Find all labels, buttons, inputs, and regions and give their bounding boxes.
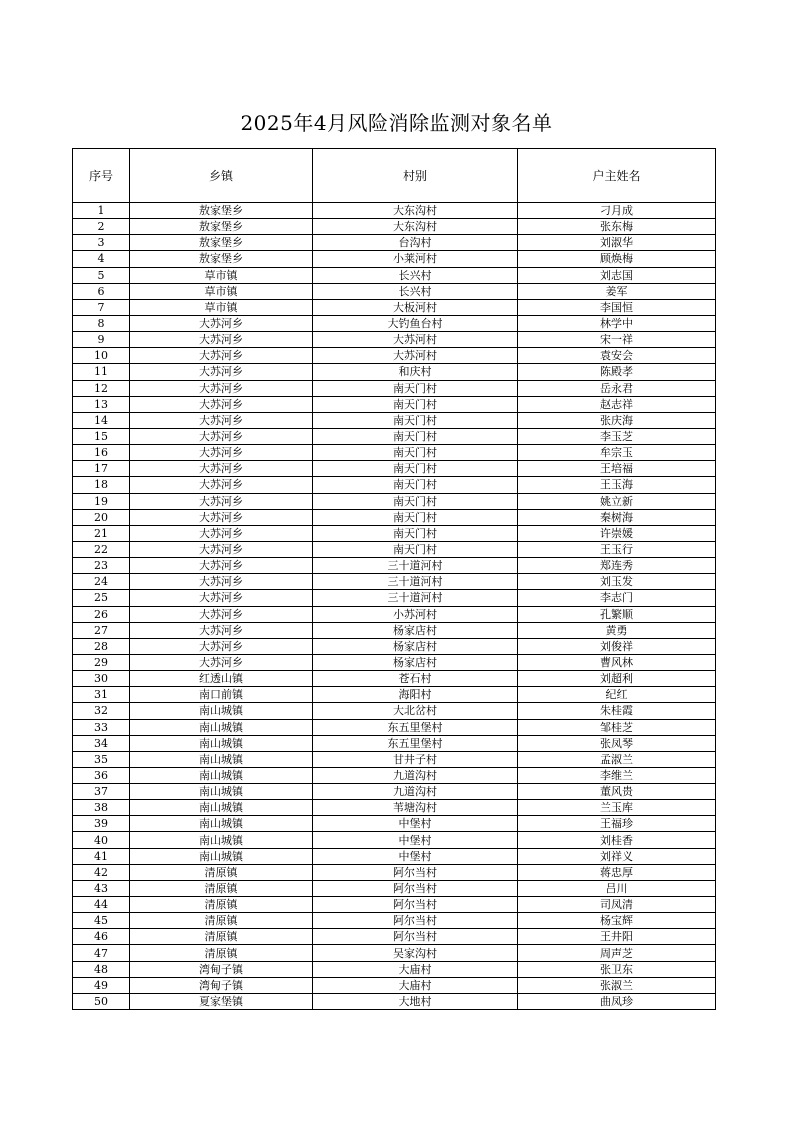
village-cell: 南天门村 <box>313 412 518 428</box>
householder-name-cell: 张凤琴 <box>518 735 716 751</box>
village-cell: 南天门村 <box>313 445 518 461</box>
householder-name-cell: 刘超利 <box>518 671 716 687</box>
table-row <box>73 993 716 1009</box>
township-cell: 大苏河乡 <box>130 445 313 461</box>
table-row <box>73 364 716 380</box>
serial-number-cell: 49 <box>73 977 130 993</box>
table-row <box>73 654 716 670</box>
householder-name-cell: 孔繁顺 <box>518 606 716 622</box>
serial-number-cell: 44 <box>73 897 130 913</box>
township-cell: 大苏河乡 <box>130 364 313 380</box>
table-row <box>73 493 716 509</box>
table-header <box>73 149 716 203</box>
village-cell: 大苏河村 <box>313 348 518 364</box>
householder-name-cell: 顾焕梅 <box>518 251 716 267</box>
serial-number-cell: 12 <box>73 380 130 396</box>
serial-number-cell: 18 <box>73 477 130 493</box>
householder-name-cell: 赵志祥 <box>518 396 716 412</box>
township-cell: 敖家堡乡 <box>130 219 313 235</box>
table-row <box>73 574 716 590</box>
table-row <box>73 880 716 896</box>
householder-name-cell: 袁安会 <box>518 348 716 364</box>
header-serial-number: 序号 <box>73 149 130 203</box>
header-township: 乡镇 <box>130 149 313 203</box>
householder-name-cell: 王玉海 <box>518 477 716 493</box>
serial-number-cell: 37 <box>73 784 130 800</box>
village-cell: 阿尔当村 <box>313 929 518 945</box>
householder-name-cell: 张庆海 <box>518 412 716 428</box>
table-row <box>73 461 716 477</box>
township-cell: 大苏河乡 <box>130 654 313 670</box>
township-cell: 湾甸子镇 <box>130 977 313 993</box>
table-row <box>73 800 716 816</box>
village-cell: 东五里堡村 <box>313 719 518 735</box>
table-row <box>73 671 716 687</box>
village-cell: 中堡村 <box>313 832 518 848</box>
village-cell: 阿尔当村 <box>313 880 518 896</box>
village-cell: 甘井子村 <box>313 751 518 767</box>
village-cell: 大东沟村 <box>313 203 518 219</box>
householder-name-cell: 张淑兰 <box>518 977 716 993</box>
table-row <box>73 251 716 267</box>
householder-name-cell: 杨宝辉 <box>518 913 716 929</box>
township-cell: 敖家堡乡 <box>130 251 313 267</box>
serial-number-cell: 4 <box>73 251 130 267</box>
householder-name-cell: 刘淑华 <box>518 235 716 251</box>
householder-name-cell: 朱桂霞 <box>518 703 716 719</box>
village-cell: 杨家店村 <box>313 654 518 670</box>
table-row <box>73 735 716 751</box>
table-row <box>73 961 716 977</box>
village-cell: 九道沟村 <box>313 767 518 783</box>
township-cell: 大苏河乡 <box>130 574 313 590</box>
table-row <box>73 396 716 412</box>
village-cell: 大东沟村 <box>313 219 518 235</box>
township-cell: 大苏河乡 <box>130 493 313 509</box>
serial-number-cell: 16 <box>73 445 130 461</box>
householder-name-cell: 刘桂香 <box>518 832 716 848</box>
householder-name-cell: 许崇媛 <box>518 525 716 541</box>
table-row <box>73 558 716 574</box>
householder-name-cell: 李国恒 <box>518 299 716 315</box>
serial-number-cell: 31 <box>73 687 130 703</box>
serial-number-cell: 47 <box>73 945 130 961</box>
table-row <box>73 897 716 913</box>
table-row <box>73 719 716 735</box>
householder-name-cell: 邹桂芝 <box>518 719 716 735</box>
householder-name-cell: 李维兰 <box>518 767 716 783</box>
table-row <box>73 315 716 331</box>
householder-name-cell: 王福珍 <box>518 816 716 832</box>
table-row <box>73 332 716 348</box>
householder-name-cell: 司凤清 <box>518 897 716 913</box>
table-row <box>73 380 716 396</box>
serial-number-cell: 38 <box>73 800 130 816</box>
serial-number-cell: 11 <box>73 364 130 380</box>
table-row <box>73 299 716 315</box>
serial-number-cell: 26 <box>73 606 130 622</box>
householder-name-cell: 姚立新 <box>518 493 716 509</box>
township-cell: 大苏河乡 <box>130 622 313 638</box>
householder-name-cell: 兰玉库 <box>518 800 716 816</box>
village-cell: 三十道河村 <box>313 558 518 574</box>
serial-number-cell: 48 <box>73 961 130 977</box>
serial-number-cell: 30 <box>73 671 130 687</box>
table-row <box>73 864 716 880</box>
householder-name-cell: 纪红 <box>518 687 716 703</box>
village-cell: 小莱河村 <box>313 251 518 267</box>
township-cell: 清原镇 <box>130 913 313 929</box>
township-cell: 南山城镇 <box>130 735 313 751</box>
township-cell: 大苏河乡 <box>130 541 313 557</box>
township-cell: 大苏河乡 <box>130 525 313 541</box>
serial-number-cell: 3 <box>73 235 130 251</box>
serial-number-cell: 35 <box>73 751 130 767</box>
serial-number-cell: 28 <box>73 638 130 654</box>
village-cell: 长兴村 <box>313 267 518 283</box>
householder-name-cell: 李玉芝 <box>518 428 716 444</box>
township-cell: 大苏河乡 <box>130 315 313 331</box>
village-cell: 南天门村 <box>313 509 518 525</box>
township-cell: 南山城镇 <box>130 800 313 816</box>
serial-number-cell: 29 <box>73 654 130 670</box>
village-cell: 杨家店村 <box>313 638 518 654</box>
table-row <box>73 913 716 929</box>
serial-number-cell: 21 <box>73 525 130 541</box>
householder-name-cell: 曲凤珍 <box>518 993 716 1009</box>
village-cell: 苍石村 <box>313 671 518 687</box>
householder-name-cell: 秦树海 <box>518 509 716 525</box>
table-row <box>73 541 716 557</box>
householder-name-cell: 黄勇 <box>518 622 716 638</box>
village-cell: 南天门村 <box>313 428 518 444</box>
table-row <box>73 816 716 832</box>
serial-number-cell: 22 <box>73 541 130 557</box>
serial-number-cell: 20 <box>73 509 130 525</box>
village-cell: 大苏河村 <box>313 332 518 348</box>
village-cell: 大地村 <box>313 993 518 1009</box>
village-cell: 大钓鱼台村 <box>313 315 518 331</box>
table-row <box>73 477 716 493</box>
householder-name-cell: 蒋忠厚 <box>518 864 716 880</box>
township-cell: 南口前镇 <box>130 687 313 703</box>
township-cell: 南山城镇 <box>130 751 313 767</box>
table-row <box>73 848 716 864</box>
table-row <box>73 832 716 848</box>
village-cell: 三十道河村 <box>313 590 518 606</box>
serial-number-cell: 15 <box>73 428 130 444</box>
householder-name-cell: 周声芝 <box>518 945 716 961</box>
serial-number-cell: 34 <box>73 735 130 751</box>
township-cell: 夏家堡镇 <box>130 993 313 1009</box>
householder-name-cell: 岳永君 <box>518 380 716 396</box>
householder-name-cell: 王玉行 <box>518 541 716 557</box>
table-row <box>73 622 716 638</box>
householder-name-cell: 王井阳 <box>518 929 716 945</box>
township-cell: 南山城镇 <box>130 703 313 719</box>
village-cell: 南天门村 <box>313 380 518 396</box>
table-row <box>73 945 716 961</box>
serial-number-cell: 23 <box>73 558 130 574</box>
township-cell: 清原镇 <box>130 929 313 945</box>
township-cell: 敖家堡乡 <box>130 235 313 251</box>
township-cell: 草市镇 <box>130 299 313 315</box>
village-cell: 长兴村 <box>313 283 518 299</box>
householder-name-cell: 刘志国 <box>518 267 716 283</box>
table-row <box>73 687 716 703</box>
page-title: 2025年4月风险消除监测对象名单 <box>240 111 553 135</box>
township-cell: 大苏河乡 <box>130 590 313 606</box>
table-row <box>73 784 716 800</box>
township-cell: 大苏河乡 <box>130 477 313 493</box>
township-cell: 大苏河乡 <box>130 638 313 654</box>
serial-number-cell: 8 <box>73 315 130 331</box>
serial-number-cell: 6 <box>73 283 130 299</box>
village-cell: 南天门村 <box>313 461 518 477</box>
township-cell: 大苏河乡 <box>130 461 313 477</box>
householder-name-cell: 姜军 <box>518 283 716 299</box>
serial-number-cell: 46 <box>73 929 130 945</box>
village-cell: 大板河村 <box>313 299 518 315</box>
village-cell: 南天门村 <box>313 525 518 541</box>
header-village: 村别 <box>313 149 518 203</box>
table-row <box>73 203 716 219</box>
serial-number-cell: 50 <box>73 993 130 1009</box>
village-cell: 阿尔当村 <box>313 913 518 929</box>
serial-number-cell: 13 <box>73 396 130 412</box>
township-cell: 敖家堡乡 <box>130 203 313 219</box>
serial-number-cell: 10 <box>73 348 130 364</box>
serial-number-cell: 25 <box>73 590 130 606</box>
table-row <box>73 767 716 783</box>
table-row <box>73 703 716 719</box>
village-cell: 台沟村 <box>313 235 518 251</box>
householder-name-cell: 陈殿孝 <box>518 364 716 380</box>
township-cell: 南山城镇 <box>130 816 313 832</box>
village-cell: 阿尔当村 <box>313 864 518 880</box>
village-cell: 苇塘沟村 <box>313 800 518 816</box>
table-row <box>73 509 716 525</box>
serial-number-cell: 39 <box>73 816 130 832</box>
serial-number-cell: 36 <box>73 767 130 783</box>
township-cell: 大苏河乡 <box>130 428 313 444</box>
table-row <box>73 412 716 428</box>
householder-name-cell: 刘俊祥 <box>518 638 716 654</box>
serial-number-cell: 40 <box>73 832 130 848</box>
township-cell: 南山城镇 <box>130 848 313 864</box>
township-cell: 大苏河乡 <box>130 396 313 412</box>
township-cell: 南山城镇 <box>130 719 313 735</box>
township-cell: 红透山镇 <box>130 671 313 687</box>
village-cell: 南天门村 <box>313 396 518 412</box>
village-cell: 九道沟村 <box>313 784 518 800</box>
table-row <box>73 283 716 299</box>
serial-number-cell: 41 <box>73 848 130 864</box>
householder-name-cell: 孟淑兰 <box>518 751 716 767</box>
village-cell: 中堡村 <box>313 816 518 832</box>
township-cell: 湾甸子镇 <box>130 961 313 977</box>
householder-name-cell: 刁月成 <box>518 203 716 219</box>
table-row <box>73 929 716 945</box>
header-row <box>73 149 716 203</box>
table-row <box>73 267 716 283</box>
header-householder-name: 户主姓名 <box>518 149 716 203</box>
householder-name-cell: 王培福 <box>518 461 716 477</box>
village-cell: 小苏河村 <box>313 606 518 622</box>
township-cell: 清原镇 <box>130 880 313 896</box>
householder-name-cell: 吕川 <box>518 880 716 896</box>
serial-number-cell: 19 <box>73 493 130 509</box>
village-cell: 南天门村 <box>313 493 518 509</box>
table-row <box>73 348 716 364</box>
serial-number-cell: 32 <box>73 703 130 719</box>
township-cell: 大苏河乡 <box>130 412 313 428</box>
village-cell: 中堡村 <box>313 848 518 864</box>
township-cell: 南山城镇 <box>130 832 313 848</box>
householder-name-cell: 林学中 <box>518 315 716 331</box>
serial-number-cell: 7 <box>73 299 130 315</box>
township-cell: 大苏河乡 <box>130 558 313 574</box>
township-cell: 大苏河乡 <box>130 606 313 622</box>
roster-table <box>72 148 716 1010</box>
village-cell: 东五里堡村 <box>313 735 518 751</box>
township-cell: 大苏河乡 <box>130 332 313 348</box>
table-row <box>73 751 716 767</box>
village-cell: 和庆村 <box>313 364 518 380</box>
township-cell: 大苏河乡 <box>130 380 313 396</box>
table-row <box>73 977 716 993</box>
table-row <box>73 638 716 654</box>
table-row <box>73 219 716 235</box>
householder-name-cell: 张卫东 <box>518 961 716 977</box>
village-cell: 大北岔村 <box>313 703 518 719</box>
householder-name-cell: 刘玉发 <box>518 574 716 590</box>
householder-name-cell: 董风贵 <box>518 784 716 800</box>
table-row <box>73 590 716 606</box>
village-cell: 杨家店村 <box>313 622 518 638</box>
table-row <box>73 445 716 461</box>
householder-name-cell: 宋一祥 <box>518 332 716 348</box>
village-cell: 大庙村 <box>313 961 518 977</box>
householder-name-cell: 张东梅 <box>518 219 716 235</box>
serial-number-cell: 43 <box>73 880 130 896</box>
table-row <box>73 606 716 622</box>
householder-name-cell: 李志门 <box>518 590 716 606</box>
table-row <box>73 525 716 541</box>
serial-number-cell: 24 <box>73 574 130 590</box>
serial-number-cell: 5 <box>73 267 130 283</box>
serial-number-cell: 45 <box>73 913 130 929</box>
village-cell: 南天门村 <box>313 477 518 493</box>
village-cell: 吴家沟村 <box>313 945 518 961</box>
householder-name-cell: 曹风林 <box>518 654 716 670</box>
serial-number-cell: 2 <box>73 219 130 235</box>
township-cell: 大苏河乡 <box>130 509 313 525</box>
householder-name-cell: 牟宗玉 <box>518 445 716 461</box>
serial-number-cell: 33 <box>73 719 130 735</box>
table-row <box>73 428 716 444</box>
township-cell: 清原镇 <box>130 864 313 880</box>
village-cell: 海阳村 <box>313 687 518 703</box>
serial-number-cell: 1 <box>73 203 130 219</box>
householder-name-cell: 刘祥义 <box>518 848 716 864</box>
township-cell: 南山城镇 <box>130 784 313 800</box>
village-cell: 三十道河村 <box>313 574 518 590</box>
serial-number-cell: 17 <box>73 461 130 477</box>
village-cell: 大庙村 <box>313 977 518 993</box>
serial-number-cell: 27 <box>73 622 130 638</box>
village-cell: 南天门村 <box>313 541 518 557</box>
township-cell: 清原镇 <box>130 897 313 913</box>
table-body <box>73 203 716 1010</box>
village-cell: 阿尔当村 <box>313 897 518 913</box>
township-cell: 清原镇 <box>130 945 313 961</box>
table-row <box>73 235 716 251</box>
township-cell: 大苏河乡 <box>130 348 313 364</box>
serial-number-cell: 42 <box>73 864 130 880</box>
township-cell: 草市镇 <box>130 267 313 283</box>
township-cell: 南山城镇 <box>130 767 313 783</box>
township-cell: 草市镇 <box>130 283 313 299</box>
serial-number-cell: 14 <box>73 412 130 428</box>
serial-number-cell: 9 <box>73 332 130 348</box>
householder-name-cell: 郑连秀 <box>518 558 716 574</box>
